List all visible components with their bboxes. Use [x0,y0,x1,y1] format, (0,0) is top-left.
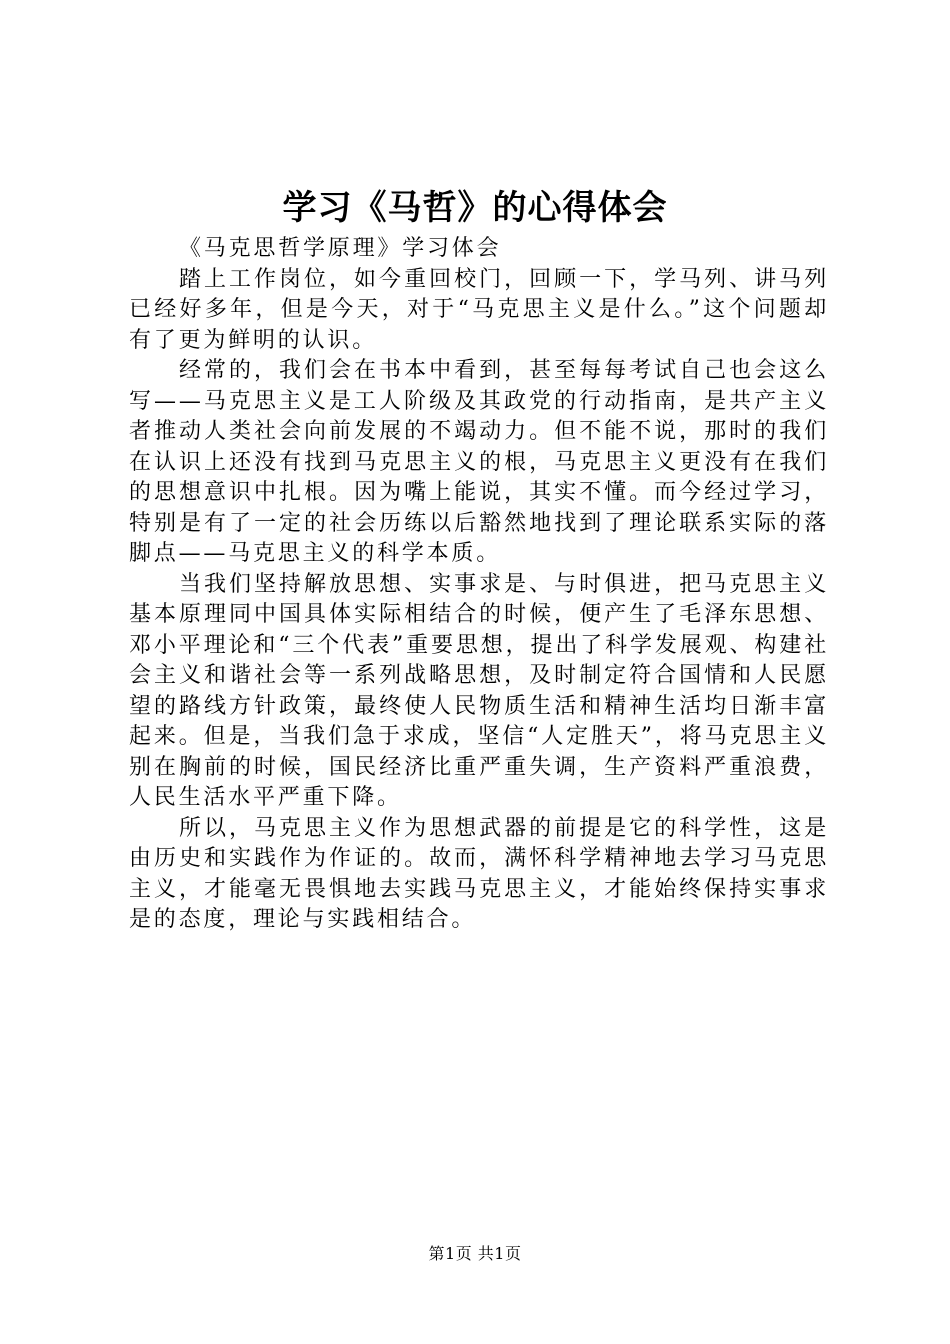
document-body [129,234,829,936]
paragraph-4: 所以，马克思主义作为思想武器的前提是它的科学性，这是由历史和实践作为作证的。故而，满怀科学精神地去学习马克思主义，才能毫无畏惧地去实践马克思主义，才能始终保持实事求是的态度，理论与实践相结合。 [129,815,829,932]
paragraph-1: 踏上工作岗位，如今重回校门，回顾一下，学马列、讲马列已经好多年，但是今天，对于“马克思主义是什么。”这个问题却有了更为鲜明的认识。 [129,266,829,353]
page-footer: 第1页 共1页 [428,1244,522,1263]
paragraph-2: 经常的，我们会在书本中看到，甚至每每考试自己也会这么写——马克思主义是工人阶级及其政党的行动指南，是共产主义者推动人类社会向前发展的不竭动力。但不能不说，那时的我们在认识上还没有找到马克思主义的根，马克思主义更没有在我们的思想意识中扎根。因为嘴上能说，其实不懂。而今经过学习，特别是有了一定的社会历练以后豁然地找到了理论联系实际的落脚点——马克思主义的科学本质。 [129,358,829,566]
document-title: 学习《马哲》的心得体会 [282,188,668,228]
document-subtitle: 《马克思哲学原理》学习体会 [179,236,502,261]
paragraph-3: 当我们坚持解放思想、实事求是、与时俱进，把马克思主义基本原理同中国具体实际相结合的时候，便产生了毛泽东思想、邓小平理论和“三个代表”重要思想，提出了科学发展观、构建社会主义和谐社会等一系列战略思想，及时制定符合国情和人民愿望的路线方针政策，最终使人民物质生活和精神生活均日渐丰富起来。但是，当我们急于求成，坚信“人定胜天”，将马克思主义别在胸前的时候，国民经济比重严重失调，生产资料严重浪费，人民生活水平严重下降。 [129,571,829,810]
